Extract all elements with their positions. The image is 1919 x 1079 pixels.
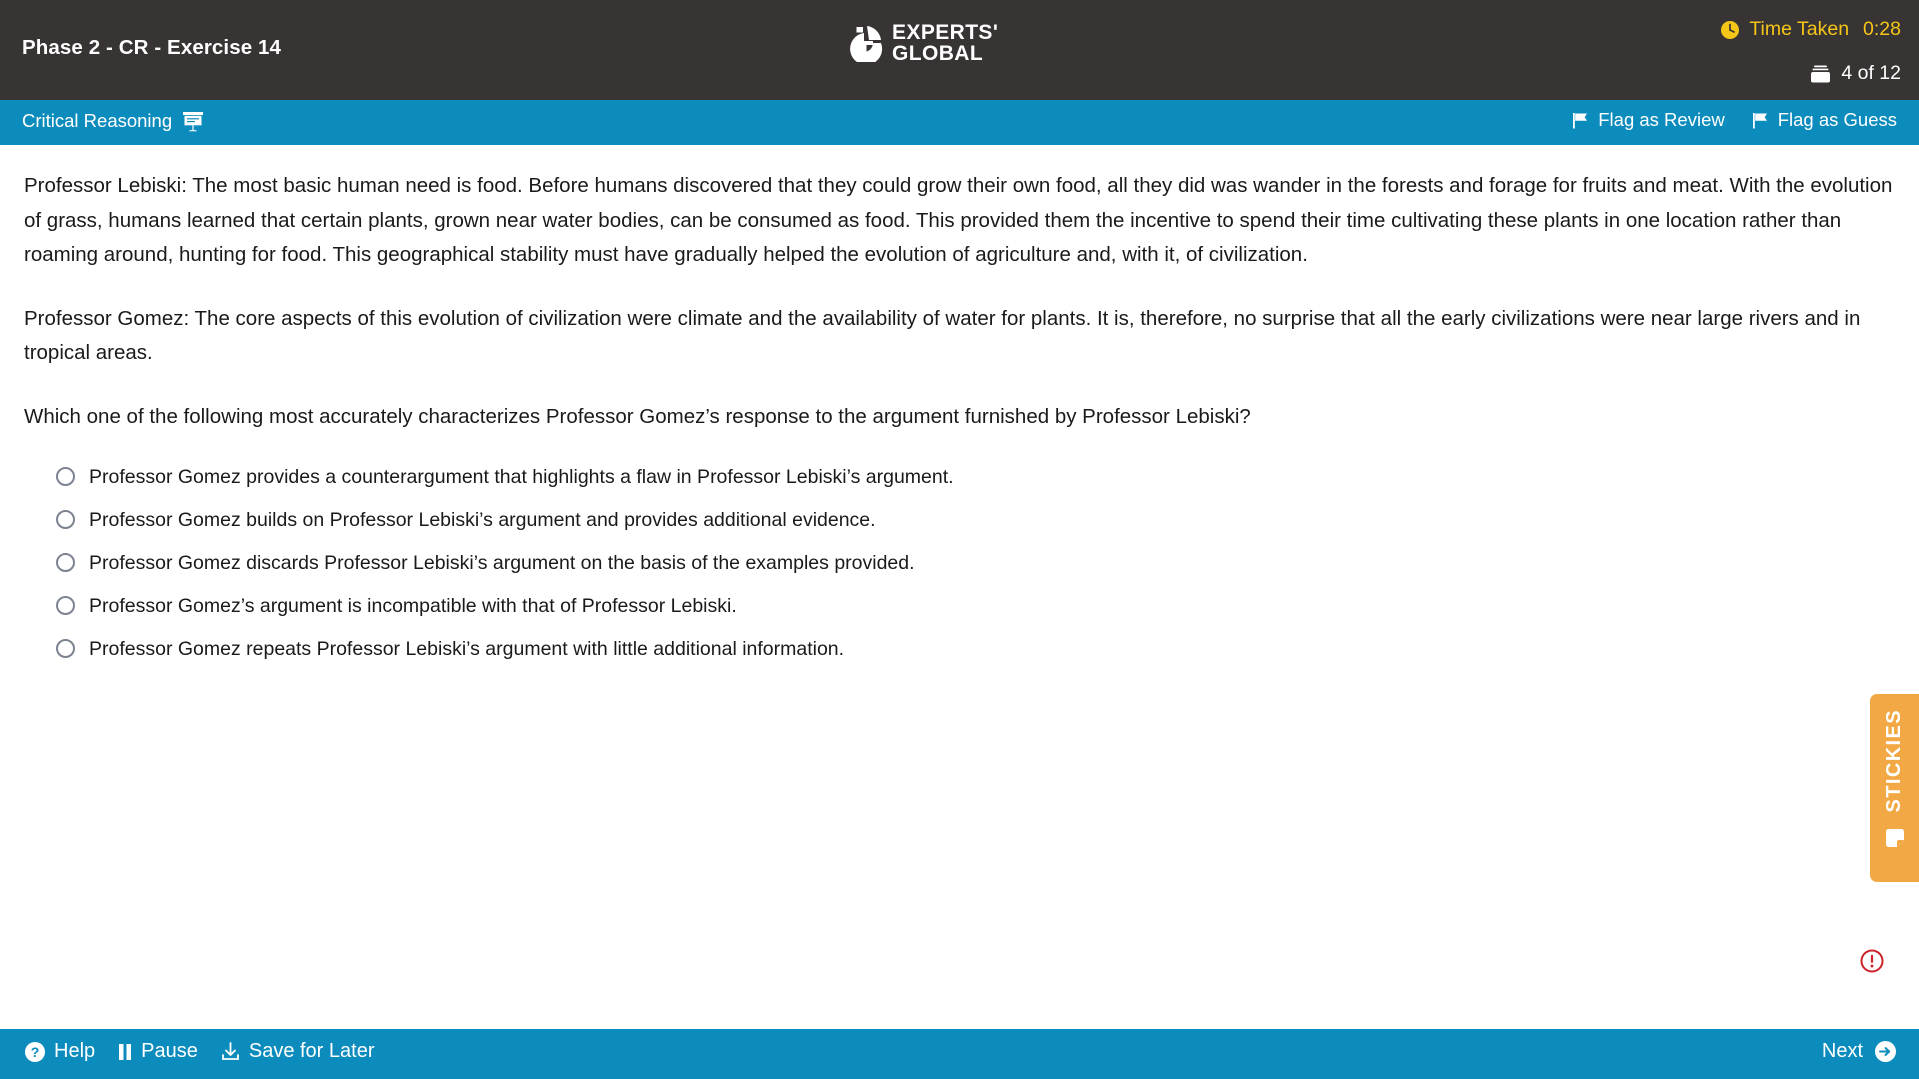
time-taken-label: Time Taken [1749, 18, 1850, 40]
stickies-label: STICKIES [1883, 709, 1905, 813]
answer-option-b-label: Professor Gomez builds on Professor Lebiski’s argument and provides additional evidence. [89, 509, 876, 531]
arrow-right-circle-icon [1874, 1040, 1897, 1063]
bottom-toolbar-actions [24, 1040, 374, 1063]
radio-button-b[interactable] [56, 510, 75, 529]
help-label: Help [54, 1040, 96, 1062]
answer-option-a-label: Professor Gomez provides a counterargument that highlights a flaw in Professor Lebiski’s argument. [89, 466, 954, 488]
brand-logo [847, 22, 998, 65]
answer-option-c-label: Professor Gomez discards Professor Lebiski’s argument on the basis of the examples provided. [89, 552, 915, 574]
exercise-title: Phase 2 - CR - Exercise 14 [22, 36, 281, 59]
presentation-board-icon[interactable] [182, 111, 204, 132]
pause-button[interactable] [117, 1040, 198, 1063]
stickies-panel-tab[interactable] [1870, 694, 1919, 882]
radio-button-a[interactable] [56, 467, 75, 486]
flag-icon [1752, 112, 1769, 129]
card-stack-icon [1810, 65, 1831, 83]
pause-icon [117, 1043, 133, 1061]
next-button[interactable] [1822, 1040, 1897, 1063]
logo-wordmark [892, 22, 998, 65]
radio-button-c[interactable] [56, 553, 75, 572]
help-button[interactable] [24, 1040, 95, 1063]
question-circle-icon [24, 1041, 46, 1063]
pause-label: Pause [141, 1040, 198, 1062]
sticky-note-icon [1883, 812, 1907, 850]
logo-line-1: EXPERTS' [892, 21, 999, 44]
time-taken-value: 0:28 [1863, 18, 1901, 40]
section-toolbar [0, 100, 1919, 145]
time-taken-display [1720, 18, 1901, 41]
flag-icon [1572, 112, 1589, 129]
passage-paragraph-2: Professor Gomez: The core aspects of this evolution of civilization were climate and the availability of water for plants. It is, therefore, no surprise that all the early civilizations were near large rivers and in tropical areas. [24, 306, 1861, 364]
next-label: Next [1821, 1040, 1863, 1062]
answer-option-d[interactable] [56, 585, 1895, 628]
flag-as-guess-button[interactable] [1752, 109, 1897, 131]
passage-paragraph-1: Professor Lebiski: The most basic human need is food. Before humans discovered that they could grow their own food, all they did was wander in the forests and forage for fruits and meat. With the evolution of grass, humans learned that certain plants, grown near water bodies, can be consumed as food. This provided them the incentive to spend their time cultivating these plants in one location rather than roaming around, hunting for food. This geographical stability must have gradually helped the evolution of agriculture and, with it, of civilization. [24, 174, 1893, 266]
answer-option-b[interactable] [56, 499, 1895, 542]
save-for-later-label: Save for Later [248, 1040, 375, 1062]
download-icon [220, 1041, 241, 1062]
bottom-toolbar [0, 1029, 1919, 1079]
question-counter [1810, 62, 1901, 85]
save-for-later-button[interactable] [220, 1040, 375, 1063]
section-label: Critical Reasoning [22, 110, 173, 131]
flag-buttons [1572, 109, 1897, 131]
radio-button-e[interactable] [56, 639, 75, 658]
section-label-group [22, 110, 204, 132]
exclamation-circle-icon [1859, 948, 1885, 974]
top-header-bar [0, 0, 1919, 100]
experts-global-mark-icon [847, 24, 883, 62]
answer-option-e[interactable] [56, 628, 1895, 671]
radio-button-d[interactable] [56, 596, 75, 615]
flag-as-review-label: Flag as Review [1598, 109, 1725, 130]
flag-as-guess-label: Flag as Guess [1777, 109, 1897, 130]
answer-option-a[interactable] [56, 456, 1895, 499]
answer-option-e-label: Professor Gomez repeats Professor Lebiski’s argument with little additional information. [89, 638, 845, 660]
flag-as-review-button[interactable] [1572, 109, 1724, 131]
logo-line-2: GLOBAL [892, 42, 984, 66]
alert-indicator[interactable] [1859, 948, 1885, 974]
question-counter-text: 4 of 12 [1841, 62, 1901, 84]
answer-options-list [24, 456, 1895, 671]
svg-text:?: ? [30, 1043, 40, 1060]
question-content-area [0, 145, 1919, 1029]
clock-icon [1720, 20, 1740, 40]
answer-option-d-label: Professor Gomez’s argument is incompatible with that of Professor Lebiski. [89, 595, 737, 617]
answer-option-c[interactable] [56, 542, 1895, 585]
question-stem: Which one of the following most accurately characterizes Professor Gomez’s response to the argument furnished by Professor Lebiski? [24, 404, 1251, 428]
